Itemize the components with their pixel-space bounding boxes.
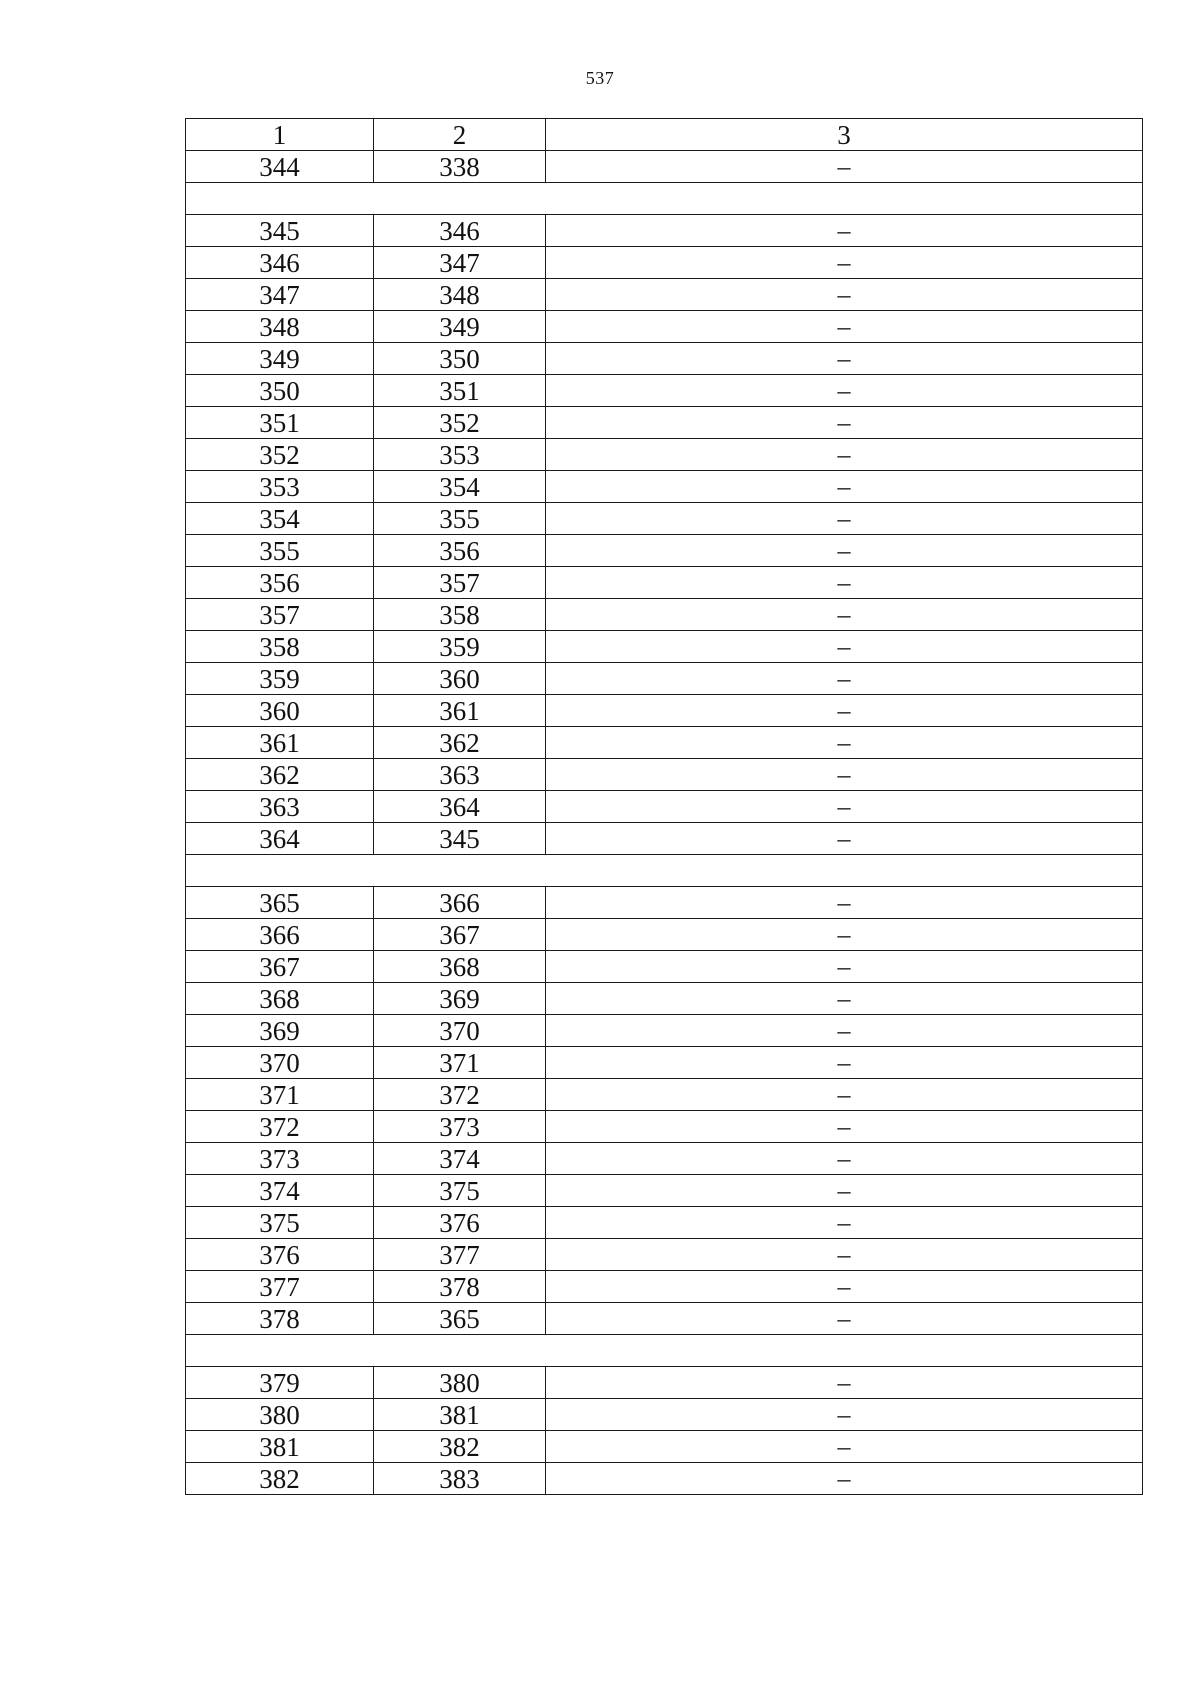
table-row <box>186 247 1143 279</box>
table-cell-col-3: – <box>546 1431 1143 1463</box>
table-row <box>186 823 1143 855</box>
page-number: 537 <box>585 68 615 88</box>
table-cell-col-3: – <box>546 375 1143 407</box>
table-cell-col-3: – <box>546 215 1143 247</box>
table-cell-col-2: 348 <box>374 279 546 311</box>
table-row <box>186 1431 1143 1463</box>
table-cell-col-2: 370 <box>374 1015 546 1047</box>
table-row <box>186 471 1143 503</box>
table-cell-col-3: – <box>546 1367 1143 1399</box>
table-cell-col-2: 352 <box>374 407 546 439</box>
table-cell-col-2: 347 <box>374 247 546 279</box>
table-cell-col-3: – <box>546 599 1143 631</box>
table-cell-col-1: 352 <box>186 439 374 471</box>
table-cell-col-3: – <box>546 407 1143 439</box>
table-cell-col-3: – <box>546 1143 1143 1175</box>
table-cell-col-1: 375 <box>186 1207 374 1239</box>
table-header-row <box>186 119 1143 151</box>
table-cell-col-1: 376 <box>186 1239 374 1271</box>
table-row <box>186 695 1143 727</box>
table-cell-col-2: 338 <box>374 151 546 183</box>
table-cell-col-2: 350 <box>374 343 546 375</box>
table-cell-col-3: – <box>546 1399 1143 1431</box>
table-cell-col-1: 369 <box>186 1015 374 1047</box>
table-cell-col-1: 361 <box>186 727 374 759</box>
table-cell-col-3: – <box>546 1079 1143 1111</box>
table-cell-col-2: 356 <box>374 535 546 567</box>
table-cell-col-3: – <box>546 343 1143 375</box>
table-cell-col-1: 372 <box>186 1111 374 1143</box>
table-cell-col-3: – <box>546 1239 1143 1271</box>
table-cell-col-2: 349 <box>374 311 546 343</box>
table-cell-col-2: 381 <box>374 1399 546 1431</box>
data-table-container <box>185 118 1142 1495</box>
table-row <box>186 759 1143 791</box>
table-cell-col-1: 378 <box>186 1303 374 1335</box>
table-cell-col-2: 362 <box>374 727 546 759</box>
table-cell-col-3: – <box>546 279 1143 311</box>
table-cell-col-2: 359 <box>374 631 546 663</box>
table-cell-col-1: 359 <box>186 663 374 695</box>
table-cell-col-3: – <box>546 919 1143 951</box>
table-cell-col-1: 362 <box>186 759 374 791</box>
table-cell-col-3: – <box>546 471 1143 503</box>
table-cell-col-1: 380 <box>186 1399 374 1431</box>
table-cell-col-1: 355 <box>186 535 374 567</box>
table-cell-col-3: – <box>546 631 1143 663</box>
table-cell-col-3: – <box>546 1111 1143 1143</box>
table-cell-col-3: – <box>546 759 1143 791</box>
table-cell-col-2: 353 <box>374 439 546 471</box>
table-cell-col-1: 368 <box>186 983 374 1015</box>
table-row <box>186 1047 1143 1079</box>
table-cell-col-1: 365 <box>186 887 374 919</box>
table-cell-col-1: 374 <box>186 1175 374 1207</box>
table-cell-col-1: 377 <box>186 1271 374 1303</box>
table-cell-col-3: – <box>546 1015 1143 1047</box>
table-cell-col-1: 356 <box>186 567 374 599</box>
table-cell-col-3: – <box>546 887 1143 919</box>
table-cell-col-2: 354 <box>374 471 546 503</box>
table-cell-col-1: 360 <box>186 695 374 727</box>
table-row <box>186 1175 1143 1207</box>
table-row <box>186 1399 1143 1431</box>
table-cell-col-2: 351 <box>374 375 546 407</box>
table-cell-col-1: 373 <box>186 1143 374 1175</box>
table-row <box>186 791 1143 823</box>
table-cell-col-2: 380 <box>374 1367 546 1399</box>
table-row <box>186 727 1143 759</box>
table-cell-col-2: 383 <box>374 1463 546 1495</box>
group-separator-cell <box>186 183 1143 215</box>
table-cell-col-2: 382 <box>374 1431 546 1463</box>
table-cell-col-3: – <box>546 791 1143 823</box>
table-row <box>186 951 1143 983</box>
table-cell-col-2: 363 <box>374 759 546 791</box>
column-header-2: 2 <box>374 119 546 151</box>
table-cell-col-1: 364 <box>186 823 374 855</box>
table-cell-col-1: 381 <box>186 1431 374 1463</box>
table-cell-col-3: – <box>546 951 1143 983</box>
table-cell-col-3: – <box>546 535 1143 567</box>
table-cell-col-3: – <box>546 1207 1143 1239</box>
table-body <box>186 119 1143 1495</box>
table-cell-col-2: 371 <box>374 1047 546 1079</box>
table-cell-col-3: – <box>546 311 1143 343</box>
table-cell-col-1: 379 <box>186 1367 374 1399</box>
table-cell-col-1: 371 <box>186 1079 374 1111</box>
table-row <box>186 1207 1143 1239</box>
table-cell-col-3: – <box>546 1271 1143 1303</box>
table-cell-col-3: – <box>546 1047 1143 1079</box>
table-cell-col-1: 367 <box>186 951 374 983</box>
column-header-1: 1 <box>186 119 374 151</box>
table-cell-col-2: 368 <box>374 951 546 983</box>
table-cell-col-2: 345 <box>374 823 546 855</box>
table-cell-col-2: 361 <box>374 695 546 727</box>
table-cell-col-2: 346 <box>374 215 546 247</box>
group-separator-row <box>186 1335 1143 1367</box>
table-row <box>186 1143 1143 1175</box>
table-cell-col-3: – <box>546 151 1143 183</box>
data-table <box>185 118 1143 1495</box>
table-cell-col-1: 358 <box>186 631 374 663</box>
table-row <box>186 343 1143 375</box>
table-cell-col-1: 357 <box>186 599 374 631</box>
table-cell-col-2: 374 <box>374 1143 546 1175</box>
table-cell-col-2: 364 <box>374 791 546 823</box>
table-cell-col-1: 345 <box>186 215 374 247</box>
table-cell-col-3: – <box>546 1463 1143 1495</box>
table-row <box>186 535 1143 567</box>
table-cell-col-2: 376 <box>374 1207 546 1239</box>
table-row <box>186 407 1143 439</box>
table-cell-col-1: 348 <box>186 311 374 343</box>
table-cell-col-2: 378 <box>374 1271 546 1303</box>
table-cell-col-3: – <box>546 695 1143 727</box>
table-cell-col-3: – <box>546 439 1143 471</box>
group-separator-row <box>186 855 1143 887</box>
table-cell-col-2: 360 <box>374 663 546 695</box>
table-cell-col-1: 349 <box>186 343 374 375</box>
table-cell-col-2: 369 <box>374 983 546 1015</box>
table-cell-col-3: – <box>546 983 1143 1015</box>
table-row <box>186 503 1143 535</box>
table-row <box>186 215 1143 247</box>
table-row <box>186 631 1143 663</box>
table-cell-col-3: – <box>546 1303 1143 1335</box>
table-cell-col-2: 355 <box>374 503 546 535</box>
group-separator-cell <box>186 1335 1143 1367</box>
table-row <box>186 279 1143 311</box>
table-cell-col-2: 365 <box>374 1303 546 1335</box>
table-row <box>186 1111 1143 1143</box>
column-header-3: 3 <box>546 119 1143 151</box>
table-row <box>186 1079 1143 1111</box>
table-row <box>186 599 1143 631</box>
table-row <box>186 1015 1143 1047</box>
table-cell-col-3: – <box>546 247 1143 279</box>
table-cell-col-3: – <box>546 727 1143 759</box>
table-cell-col-2: 367 <box>374 919 546 951</box>
table-cell-col-1: 366 <box>186 919 374 951</box>
table-cell-col-1: 353 <box>186 471 374 503</box>
group-separator-row <box>186 183 1143 215</box>
table-row <box>186 1271 1143 1303</box>
table-row <box>186 439 1143 471</box>
table-cell-col-2: 373 <box>374 1111 546 1143</box>
table-cell-col-2: 372 <box>374 1079 546 1111</box>
table-cell-col-3: – <box>546 567 1143 599</box>
table-cell-col-2: 366 <box>374 887 546 919</box>
table-cell-col-1: 354 <box>186 503 374 535</box>
table-cell-col-1: 347 <box>186 279 374 311</box>
table-row <box>186 567 1143 599</box>
table-row <box>186 311 1143 343</box>
group-separator-cell <box>186 855 1143 887</box>
table-row <box>186 375 1143 407</box>
table-cell-col-1: 382 <box>186 1463 374 1495</box>
table-row <box>186 1303 1143 1335</box>
table-cell-col-1: 346 <box>186 247 374 279</box>
table-row <box>186 1239 1143 1271</box>
table-cell-col-3: – <box>546 503 1143 535</box>
table-cell-col-2: 358 <box>374 599 546 631</box>
table-row <box>186 151 1143 183</box>
table-cell-col-2: 375 <box>374 1175 546 1207</box>
table-row <box>186 983 1143 1015</box>
table-cell-col-3: – <box>546 1175 1143 1207</box>
table-cell-col-1: 370 <box>186 1047 374 1079</box>
table-row <box>186 919 1143 951</box>
table-cell-col-1: 350 <box>186 375 374 407</box>
table-cell-col-1: 351 <box>186 407 374 439</box>
table-row <box>186 663 1143 695</box>
table-row <box>186 887 1143 919</box>
table-cell-col-1: 363 <box>186 791 374 823</box>
table-cell-col-2: 357 <box>374 567 546 599</box>
table-cell-col-1: 344 <box>186 151 374 183</box>
table-cell-col-3: – <box>546 823 1143 855</box>
table-cell-col-2: 377 <box>374 1239 546 1271</box>
table-cell-col-3: – <box>546 663 1143 695</box>
table-row <box>186 1367 1143 1399</box>
table-row <box>186 1463 1143 1495</box>
